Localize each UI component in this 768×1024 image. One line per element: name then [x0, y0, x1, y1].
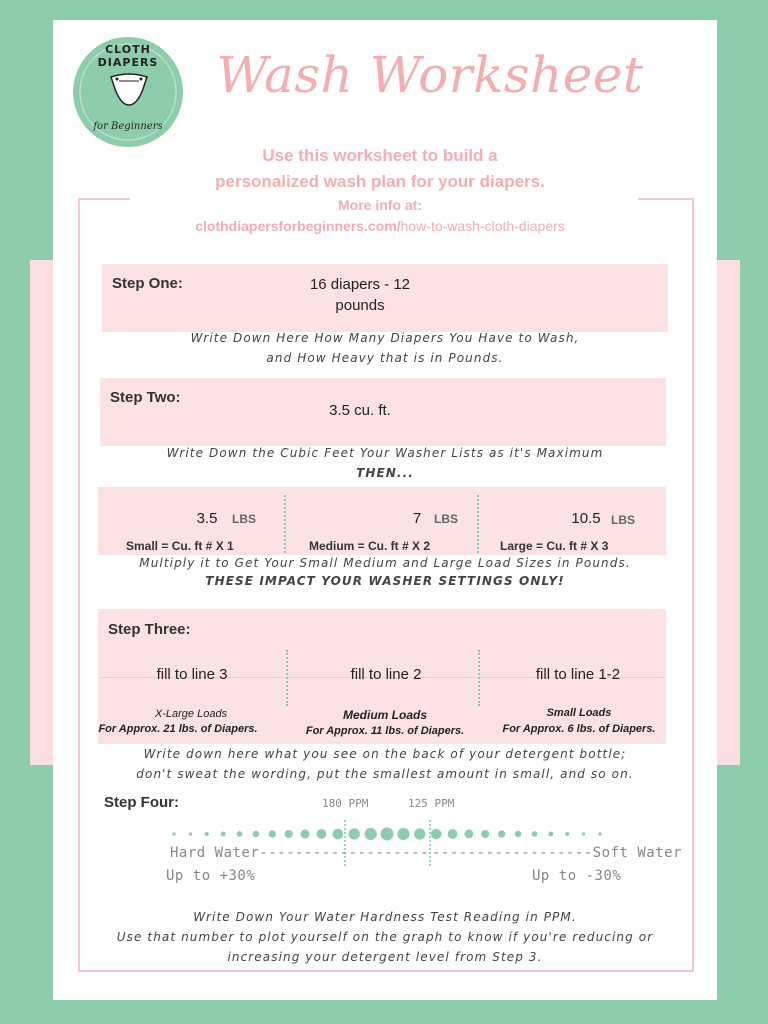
hard-water-label: Hard Water------------------- [170, 845, 429, 861]
loads-note-1: Multiply it to Get Your Small Medium and Large Load Sizes in Pounds. [139, 556, 631, 570]
intro-line-3: More info at: [338, 197, 422, 213]
logo-top-text: CLOTH DIAPERS [97, 43, 159, 69]
step-four-note-2: Use that number to plot yourself on the graph to know if you're reducing or [116, 930, 654, 944]
step-one-note-2: and How Heavy that is in Pounds. [266, 351, 504, 365]
small-load-sub: For Approx. 6 lbs. of Diapers. [502, 723, 656, 735]
ppm-left-label: 180 PPM [322, 797, 369, 810]
step-two-note-1: Write Down the Cubic Feet Your Washer Lists as it's Maximum [166, 446, 604, 460]
scale-dot [333, 829, 344, 840]
lbs-unit: LBS [434, 512, 458, 526]
step-one-answer-line-1[interactable]: 16 diapers - 12 [309, 276, 411, 293]
step-one-note-1: Write Down Here How Many Diapers You Have to Wash, [190, 331, 580, 345]
step-three-divider [286, 650, 288, 706]
scale-dot [205, 832, 209, 836]
ppm-right-label: 125 PPM [408, 797, 455, 810]
logo-bottom-text: for Beginners [93, 121, 163, 132]
medium-load-sub: For Approx. 11 lbs. of Diapers. [305, 725, 465, 737]
scale-dot [582, 832, 585, 835]
lbs-unit: LBS [611, 513, 635, 527]
small-load-value[interactable]: 3.5 [196, 510, 218, 527]
diaper-icon [107, 67, 151, 111]
xlarge-load-sub: For Approx. 21 lbs. of Diapers. [98, 723, 258, 735]
scale-dot [172, 832, 175, 835]
scale-dot [414, 828, 425, 839]
scale-dot [189, 832, 192, 835]
intro-line-2: personalized wash plan for your diapers. [215, 172, 545, 191]
load-divider [284, 495, 286, 553]
step-three-label: Step Three: [108, 621, 191, 638]
scale-dot [481, 830, 489, 838]
scale-dot [548, 832, 553, 837]
small-fill-answer[interactable]: fill to line 1-2 [535, 666, 621, 683]
scale-dot [237, 831, 243, 837]
medium-load-value[interactable]: 7 [412, 510, 422, 527]
step-four-label: Step Four: [104, 794, 179, 811]
info-link-path[interactable]: how-to-wash-cloth-diapers [400, 218, 565, 234]
medium-load-formula: Medium = Cu. ft # X 2 [309, 539, 431, 553]
soft-water-percent: Up to -30% [532, 868, 622, 884]
step-three-note-2: don't sweat the wording, put the smallest amount in small, and so on. [136, 767, 634, 781]
intro-line-1: Use this worksheet to build a [262, 146, 498, 165]
page-title: Wash Worksheet [216, 46, 644, 104]
scale-dot [317, 829, 327, 839]
scale-dot [431, 829, 442, 840]
scale-dots [172, 828, 601, 841]
small-load-name: Small Loads [546, 707, 612, 719]
hard-water-percent: Up to +30% [166, 868, 256, 884]
scale-dot [253, 831, 259, 837]
scale-dot [464, 830, 473, 839]
scale-dot [565, 832, 569, 836]
scale-dot [221, 832, 226, 837]
logo-badge [73, 37, 183, 147]
scale-dot [365, 828, 377, 840]
step-four-note-1: Write Down Your Water Hardness Test Reading in PPM. [193, 910, 577, 924]
scale-dot [349, 828, 360, 839]
step-three-divider [478, 650, 480, 706]
scale-dot [381, 828, 394, 841]
load-divider [477, 495, 479, 553]
medium-fill-answer[interactable]: fill to line 2 [350, 666, 422, 683]
large-load-formula: Large = Cu. ft # X 3 [500, 539, 609, 553]
scale-dot [397, 828, 409, 840]
soft-water-label: ------------------Soft Water [432, 845, 683, 861]
scale-dot [269, 830, 276, 837]
info-link-domain[interactable]: clothdiapersforbeginners.com/ [195, 218, 401, 234]
scale-dot [448, 829, 458, 839]
step-one-label: Step One: [112, 275, 183, 292]
small-load-formula: Small = Cu. ft # X 1 [126, 539, 234, 553]
step-two-note-2: THEN... [356, 466, 414, 480]
step-two-label: Step Two: [110, 389, 181, 406]
lbs-unit: LBS [232, 512, 256, 526]
scale-dot [301, 830, 310, 839]
loads-note-2: THESE IMPACT YOUR WASHER SETTINGS ONLY! [205, 574, 565, 588]
scale-dot [285, 830, 293, 838]
scale-dot [515, 831, 521, 837]
scale-dot [532, 831, 538, 837]
xlarge-load-name: X-Large Loads [154, 708, 228, 720]
scale-dot [498, 830, 505, 837]
step-one-answer-line-2[interactable]: pounds [335, 297, 385, 314]
step-four-note-3: increasing your detergent level from Step 3. [227, 950, 543, 964]
step-two-answer[interactable]: 3.5 cu. ft. [329, 402, 391, 419]
step-three-note-1: Write down here what you see on the back of your detergent bottle; [143, 747, 627, 761]
scale-dot [598, 832, 601, 835]
xlarge-fill-answer[interactable]: fill to line 3 [156, 666, 228, 683]
info-link[interactable] [140, 218, 620, 234]
medium-load-name: Medium Loads [342, 708, 427, 722]
large-load-value[interactable]: 10.5 [571, 510, 601, 527]
